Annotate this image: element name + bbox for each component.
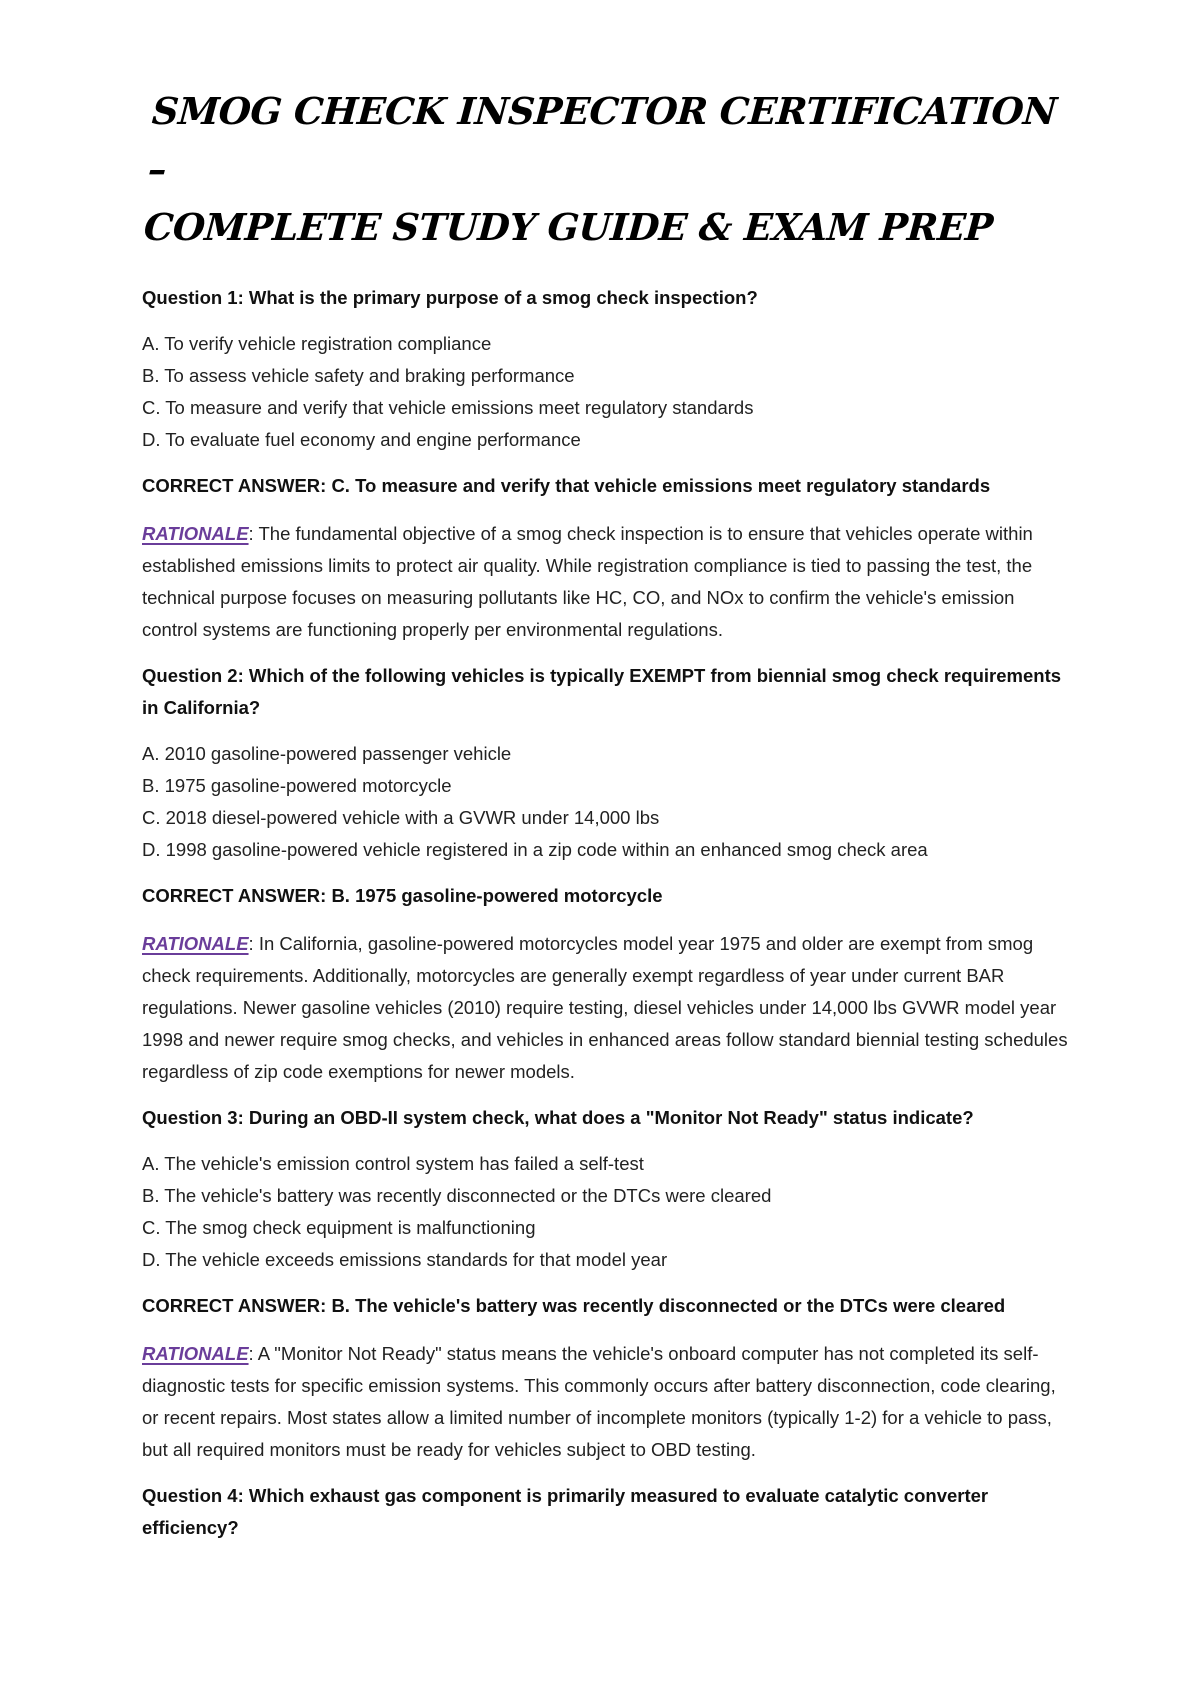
correct-answer: CORRECT ANSWER: B. The vehicle's battery was recently disconnected or the DTCs were cleared [142, 1295, 1006, 1316]
option-d: D. The vehicle exceeds emissions standards for that model year [142, 1249, 668, 1270]
option-c: C. The smog check equipment is malfunctioning [142, 1217, 536, 1238]
document-title [142, 82, 1084, 256]
option-d: D. 1998 gasoline-powered vehicle registered in a zip code within an enhanced smog check area [142, 839, 928, 860]
correct-answer: CORRECT ANSWER: C. To measure and verify that vehicle emissions meet regulatory standards [142, 475, 991, 496]
question-text: Question 2: Which of the following vehicles is typically EXEMPT from biennial smog check requirements in California? [142, 665, 1062, 718]
option-list [142, 1148, 1072, 1276]
option-d: D. To evaluate fuel economy and engine performance [142, 429, 581, 450]
rationale-label: RATIONALE [142, 1343, 249, 1364]
option-c: C. 2018 diesel-powered vehicle with a GVWR under 14,000 lbs [142, 807, 660, 828]
rationale [142, 518, 1072, 646]
option-list [142, 328, 1072, 456]
option-b: B. 1975 gasoline-powered motorcycle [142, 775, 452, 796]
correct-answer: CORRECT ANSWER: B. 1975 gasoline-powered motorcycle [142, 885, 663, 906]
document-page [142, 82, 1072, 1558]
question-text: Question 3: During an OBD-II system check, what does a "Monitor Not Ready" status indicate? [142, 1107, 974, 1128]
rationale-label: RATIONALE [142, 523, 249, 544]
title-line-1: SMOG CHECK INSPECTOR CERTIFICATION – [146, 89, 1059, 191]
question-block-3 [142, 1102, 1072, 1466]
question-block-4 [142, 1480, 1072, 1544]
rationale-text: : In California, gasoline-powered motorcycles model year 1975 and older are exempt from smog check requirements. Additionally, motorcycles are generally exempt regardless of year under current BAR regulations. Newer gasoline vehicles (2010) require testing, diesel vehicles under 14,000 lbs GVWR model year 1998 and newer require smog checks, and vehicles in enhanced areas follow standard biennial testing schedules regardless of zip code exemptions for newer models. [142, 933, 1068, 1082]
rationale-text: : The fundamental objective of a smog check inspection is to ensure that vehicles operate within established emissions limits to protect air quality. While registration compliance is tied to passing the test, the technical purpose focuses on measuring pollutants like HC, CO, and NOx to confirm the vehicle's emission control systems are functioning properly per environmental regulations. [142, 523, 1033, 640]
option-a: A. To verify vehicle registration compliance [142, 333, 492, 354]
rationale-label: RATIONALE [142, 933, 249, 954]
question-block-1 [142, 282, 1072, 646]
rationale [142, 928, 1072, 1088]
rationale [142, 1338, 1072, 1466]
option-b: B. To assess vehicle safety and braking performance [142, 365, 575, 386]
question-text: Question 1: What is the primary purpose of a smog check inspection? [142, 287, 758, 308]
question-text: Question 4: Which exhaust gas component is primarily measured to evaluate catalytic converter efficiency? [142, 1485, 989, 1538]
option-c: C. To measure and verify that vehicle emissions meet regulatory standards [142, 397, 754, 418]
option-b: B. The vehicle's battery was recently disconnected or the DTCs were cleared [142, 1185, 772, 1206]
option-list [142, 738, 1072, 866]
option-a: A. 2010 gasoline-powered passenger vehicle [142, 743, 512, 764]
question-block-2 [142, 660, 1072, 1088]
title-line-2: COMPLETE STUDY GUIDE & EXAM PREP [142, 205, 995, 249]
rationale-text: : A "Monitor Not Ready" status means the vehicle's onboard computer has not completed its self-diagnostic tests for specific emission systems. This commonly occurs after battery disconnection, code clearing, or recent repairs. Most states allow a limited number of incomplete monitors (typically 1-2) for a vehicle to pass, but all required monitors must be ready for vehicles subject to OBD testing. [142, 1343, 1056, 1460]
option-a: A. The vehicle's emission control system has failed a self-test [142, 1153, 644, 1174]
